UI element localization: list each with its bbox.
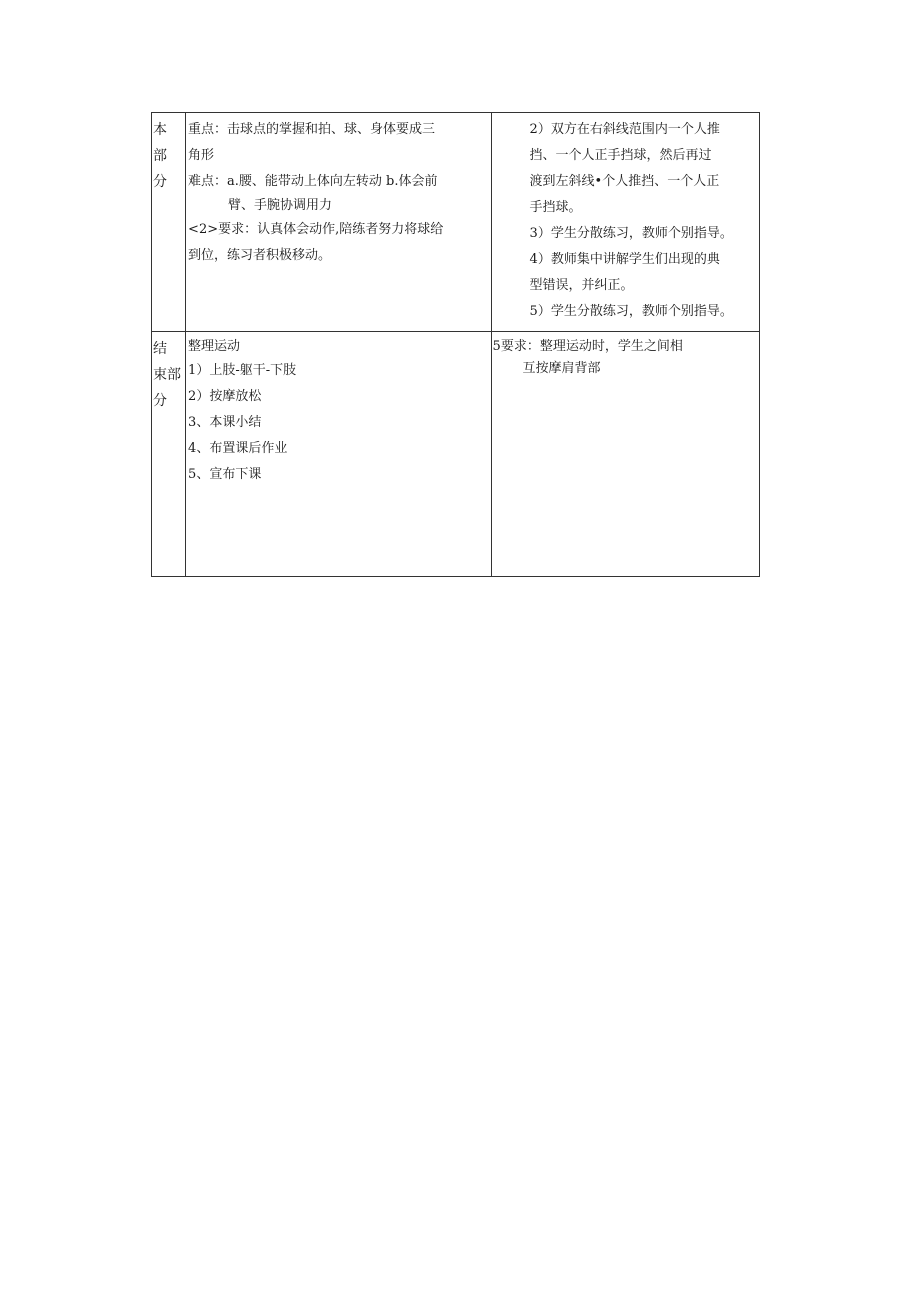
main-section-label-char: 部 <box>153 148 167 164</box>
main-section-label-char: 本 <box>153 122 167 138</box>
cooldown-item-3: 3、本课小结 <box>188 415 262 430</box>
main-section-label-char: 分 <box>153 174 167 190</box>
method-step-2-cont: 手挡球。 <box>529 200 582 215</box>
method-step-2: 2）双方在右斜线范围内一个人推 <box>529 122 720 137</box>
end-section-label-cell <box>152 332 186 577</box>
end-section-label-char: 束部 <box>153 367 181 383</box>
cooldown-item-4: 4、布置课后作业 <box>188 441 288 456</box>
method-step-2-cont: 渡到左斜线•个人推挡、一个人正 <box>529 174 720 189</box>
end-section-label-char: 分 <box>153 393 167 409</box>
end-section-label-char: 结 <box>153 341 167 357</box>
difficulty-text: 难点：a.腰、能带动上体向左转动 b.体会前 <box>188 174 438 189</box>
method-step-4-cont: 型错误，并纠正。 <box>529 278 634 293</box>
end-section-content-cell <box>186 332 492 577</box>
method-step-2-cont: 挡、一个人正手挡球，然后再过 <box>529 148 712 163</box>
main-section-row <box>152 113 760 332</box>
main-section-label-cell <box>152 113 186 332</box>
main-section-method-cell <box>491 113 759 332</box>
key-point-text: 重点：击球点的掌握和拍、球、身体要成三 <box>188 122 436 137</box>
cooldown-item-2: 2）按摩放松 <box>188 389 262 404</box>
lesson-plan-table <box>151 112 760 577</box>
method-step-3: 3）学生分散练习，教师个别指导。 <box>529 226 733 241</box>
end-section-method-cell <box>491 332 759 577</box>
difficulty-text-cont: 臂、手腕协调用力 <box>228 198 333 213</box>
key-point-text-cont: 角形 <box>188 148 215 163</box>
end-section-label <box>152 332 185 414</box>
cooldown-title: 整理运动 <box>188 339 241 354</box>
method-step-5: 5）学生分散练习，教师个别指导。 <box>529 304 733 319</box>
end-requirement-text: 5要求：整理运动时，学生之间相 <box>492 339 683 354</box>
requirement-text: <2>要求：认真体会动作,陪练者努力将球给 <box>188 222 444 237</box>
main-section-label <box>152 113 185 195</box>
cooldown-item-5: 5、宣布下课 <box>188 467 262 482</box>
end-requirement-text-cont: 互按摩肩背部 <box>522 361 601 376</box>
requirement-text-cont: 到位，练习者积极移动。 <box>188 248 332 263</box>
method-step-4: 4）教师集中讲解学生们出现的典 <box>529 252 720 267</box>
main-section-content-cell <box>186 113 492 332</box>
end-section-row <box>152 332 760 577</box>
cooldown-item-1: 1）上肢-躯干-下肢 <box>188 363 297 378</box>
